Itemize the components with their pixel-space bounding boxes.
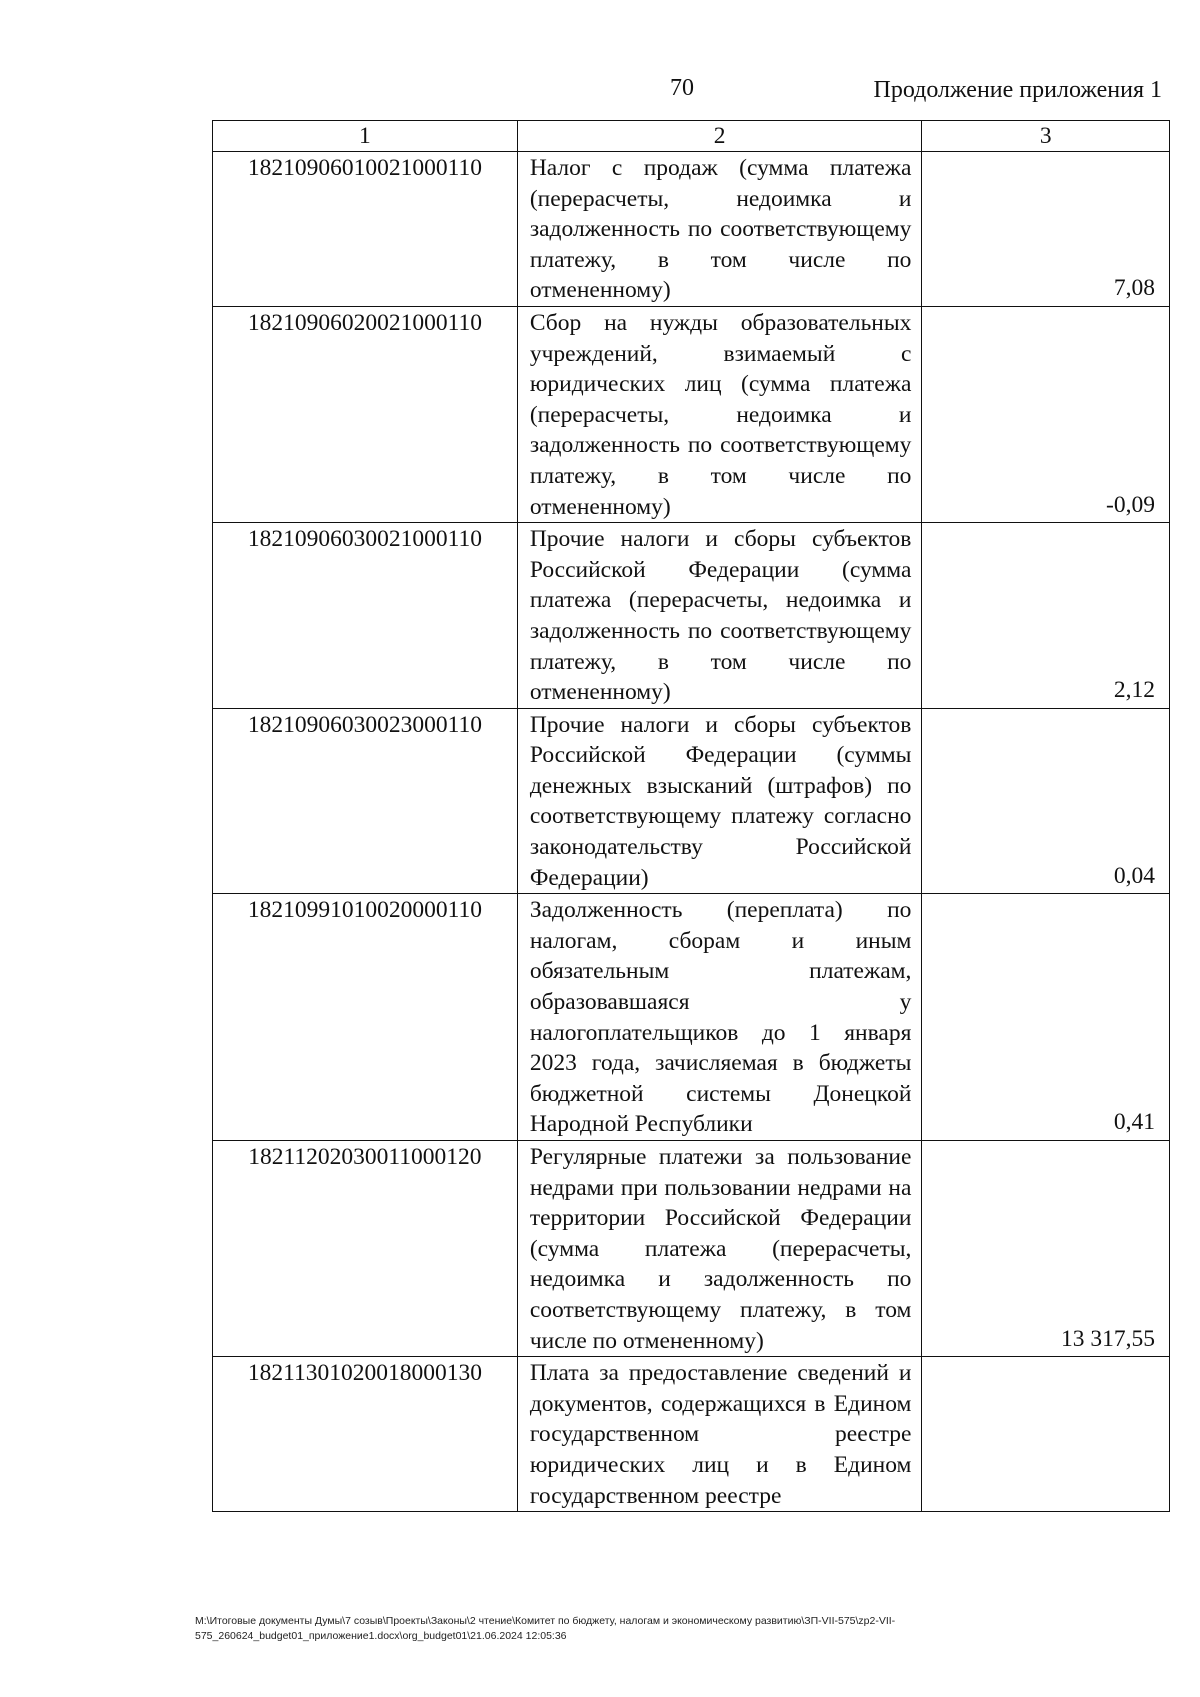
income-name: Задолженность (переплата) по налогам, сборам и иным обязательным платежам, образовавшаяся у налогоплательщиков до 1 января 2023 года, зачисляемая в бюджеты бюджетной системы Донецкой Народной Республики xyxy=(517,894,922,1141)
table-row xyxy=(213,523,1170,709)
income-amount: 0,41 xyxy=(922,894,1170,1141)
table-row xyxy=(213,306,1170,522)
income-name: Сбор на нужды образовательных учреждений, взимаемый с юридических лиц (сумма платежа (перерасчеты, недоимка и задолженность по соответствующему платежу, в том числе по отмененному) xyxy=(517,306,922,522)
income-name: Прочие налоги и сборы субъектов Российской Федерации (суммы денежных взысканий (штрафов) по соответствующему платежу согласно законодательству Российской Федерации) xyxy=(517,708,922,894)
income-code: 18210991010020000110 xyxy=(213,894,518,1141)
page-number: 70 xyxy=(670,75,694,101)
column-header-2: 2 xyxy=(517,121,922,152)
continuation-heading: Продолжение приложения 1 xyxy=(873,77,1162,103)
income-name: Плата за предоставление сведений и документов, содержащихся в Едином государственном реестре юридических лиц и в Едином государственном реестре xyxy=(517,1357,922,1512)
income-name: Регулярные платежи за пользование недрами при пользовании недрами на территории Российской Федерации (сумма платежа (перерасчеты, недоимка и задолженность по соответствующему платежу, в том числе по отмененному) xyxy=(517,1141,922,1357)
income-code: 18210906020021000110 xyxy=(213,306,518,522)
table-row xyxy=(213,152,1170,307)
table-row xyxy=(213,1357,1170,1512)
column-header-1: 1 xyxy=(213,121,518,152)
income-amount: -0,09 xyxy=(922,306,1170,522)
document-path-footer: M:\Итоговые документы Думы\7 созыв\Проекты\Законы\2 чтение\Комитет по бюджету, налогам и экономическому развитию\ЗП-VII-575\zp2-VII-575_260624_budget01_приложение1.docx\org_budget01\21.06.2024 12:05:36 xyxy=(195,1615,896,1642)
income-code: 18211301020018000130 xyxy=(213,1357,518,1512)
table-row xyxy=(213,1141,1170,1357)
income-name: Налог с продаж (сумма платежа (перерасчеты, недоимка и задолженность по соответствующему платежу, в том числе по отмененному) xyxy=(517,152,922,307)
income-amount: 0,04 xyxy=(922,708,1170,894)
income-amount: 13 317,55 xyxy=(922,1141,1170,1357)
income-code: 18210906010021000110 xyxy=(213,152,518,307)
budget-table xyxy=(212,120,1170,1512)
table-row xyxy=(213,708,1170,894)
income-amount xyxy=(922,1357,1170,1512)
income-code: 18211202030011000120 xyxy=(213,1141,518,1357)
table-row xyxy=(213,894,1170,1141)
table-header-row xyxy=(213,121,1170,152)
income-amount: 7,08 xyxy=(922,152,1170,307)
income-name: Прочие налоги и сборы субъектов Российской Федерации (сумма платежа (перерасчеты, недоимка и задолженность по соответствующему платежу, в том числе по отмененному) xyxy=(517,523,922,709)
income-code: 18210906030023000110 xyxy=(213,708,518,894)
column-header-3: 3 xyxy=(922,121,1170,152)
income-code: 18210906030021000110 xyxy=(213,523,518,709)
income-amount: 2,12 xyxy=(922,523,1170,709)
